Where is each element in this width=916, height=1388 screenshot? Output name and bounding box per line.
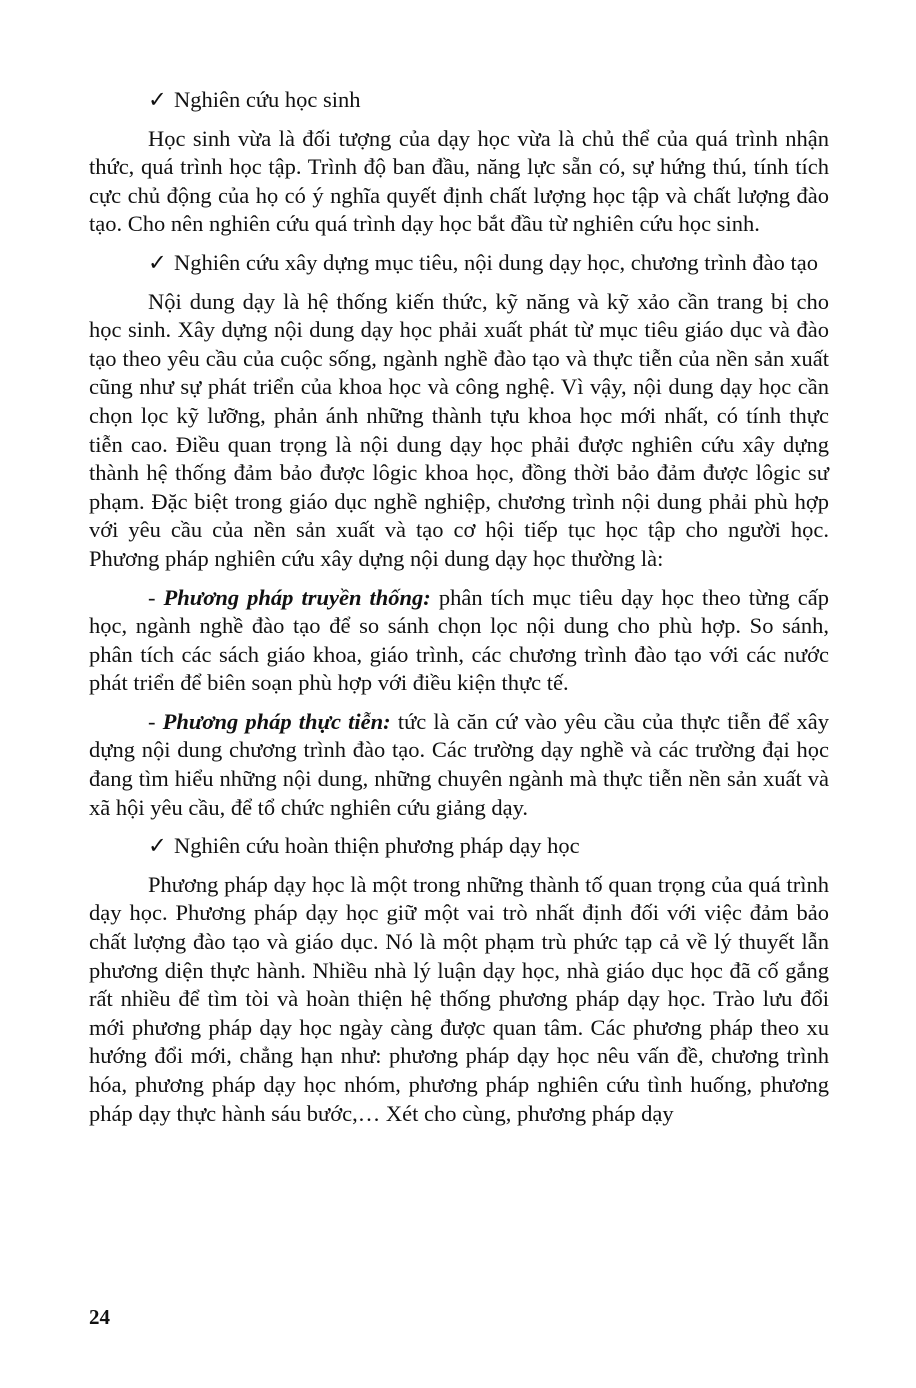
check-icon: ✓ (148, 87, 167, 112)
paragraph-curriculum: Nội dung dạy là hệ thống kiến thức, kỹ năng và kỹ xảo cần trang bị cho học sinh. Xây dựng nội dung dạy học phải xuất phát từ mục tiêu giáo dục và đào tạo theo yêu cầu của cuộc sống, ngành nghề đào tạo và thực tiễn của nền sản xuất cũng như sự phát triển của khoa học và công nghệ. Vì vậy, nội dung dạy học cần chọn lọc kỹ lưỡng, phản ánh những thành tựu khoa học mới nhất, có tính thực tiễn cao. Điều quan trọng là nội dung dạy học phải được nghiên cứu xây dựng thành hệ thống đảm bảo được lôgic khoa học, đồng thời bảo đảm được lôgic sư phạm. Đặc biệt trong giáo dục nghề nghiệp, chương trình nội dung phải phù hợp với yêu cầu của nền sản xuất và tạo cơ hội tiếp tục học tập cho người học. Phương pháp nghiên cứu xây dựng nội dung dạy học thường là: (89, 288, 829, 571)
check-icon: ✓ (148, 249, 167, 275)
method-term: Phương pháp thực tiễn: (162, 708, 391, 734)
method-practical: - Phương pháp thực tiễn: tức là căn cứ vào yêu cầu của thực tiễn để xây dựng nội dung chương trình đào tạo. Các trường dạy nghề và các trường đại học đang tìm hiểu những nội dung, những chuyên ngành mà thực tiễn nền sản xuất và xã hội yêu cầu, để tổ chức nghiên cứu giảng dạy. (89, 708, 830, 820)
paragraph-students: Học sinh vừa là đối tượng của dạy học vừa là chủ thể của quá trình nhận thức, quá trình học tập. Trình độ ban đầu, năng lực sẵn có, sự hứng thú, tính tích cực chủ động của họ có ý nghĩa quyết định chất lượng học tập và chất lượng đào tạo. Cho nên nghiên cứu quá trình dạy học bắt đầu từ nghiên cứu học sinh. (89, 125, 829, 237)
section-heading-methods: ✓ Nghiên cứu hoàn thiện phương pháp dạy học (89, 832, 829, 861)
method-traditional: - Phương pháp truyền thống: phân tích mục tiêu dạy học theo từng cấp học, ngành nghề đào tạo để so sánh chọn lọc nội dung cho phù hợp. So sánh, phân tích các sách giáo khoa, giáo trình, các chương trình đào tạo với các nước phát triển để biên soạn phù hợp với điều kiện thực tế. (89, 584, 830, 696)
method-term: Phương pháp truyền thống: (163, 584, 431, 610)
page-number: 24 (89, 1305, 110, 1329)
section-heading-curriculum: ✓ Nghiên cứu xây dựng mục tiêu, nội dung dạy học, chương trình đào tạo (89, 249, 829, 278)
page-body (89, 86, 829, 1138)
check-icon: ✓ (148, 833, 167, 859)
section-heading-students: ✓ Nghiên cứu học sinh (89, 86, 829, 115)
paragraph-methods: Phương pháp dạy học là một trong những thành tố quan trọng của quá trình dạy học. Phương pháp dạy học giữ một vai trò nhất định đối với việc đảm bảo chất lượng đào tạo và giáo dục. Nó là một phạm trù phức tạp cả về lý thuyết lẫn phương diện thực hành. Nhiều nhà lý luận dạy học, nhà giáo dục học đã cố gắng rất nhiều để tìm tòi và hoàn thiện hệ thống phương pháp dạy học. Trào lưu đổi mới phương pháp dạy học ngày càng được quan tâm. Các phương pháp theo xu hướng đổi mới, chẳng hạn như: phương pháp dạy học nêu vấn đề, chương trình hóa, phương pháp dạy học nhóm, phương pháp nghiên cứu tình huống, phương pháp dạy thực hành sáu bước,… Xét cho cùng, phương pháp dạy (89, 871, 829, 1126)
